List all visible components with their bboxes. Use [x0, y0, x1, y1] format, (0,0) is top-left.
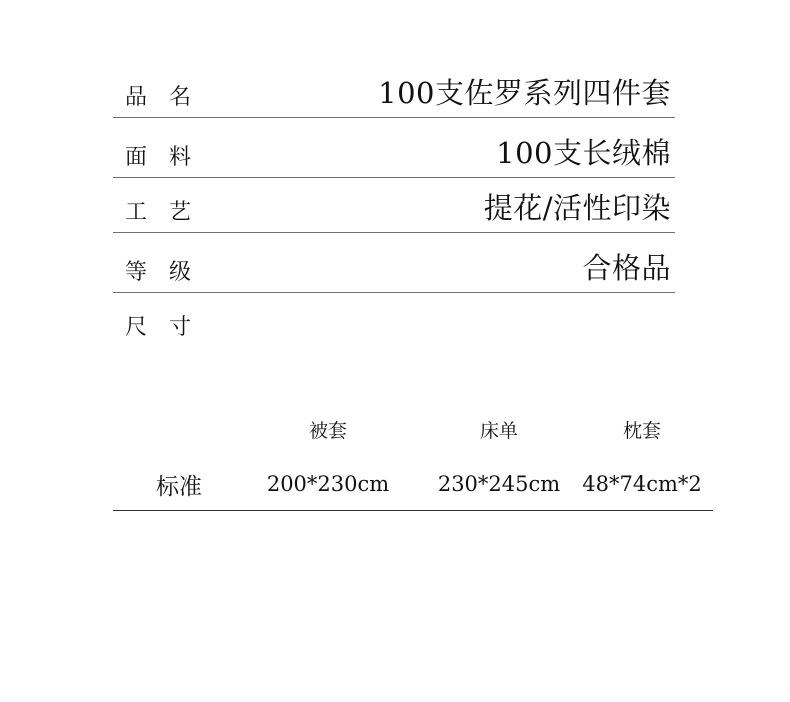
size-table — [113, 400, 713, 511]
spec-value-grade: 合格品 — [582, 251, 671, 285]
spec-row-craft — [113, 176, 675, 233]
row-header-standard: 标准 — [156, 474, 202, 500]
spec-label-name: 品名 — [125, 85, 214, 110]
spec-label-size: 尺寸 — [125, 315, 214, 340]
spec-value-craft: 提花/活性印染 — [483, 191, 671, 225]
spec-value-fabric: 100支长绒棉 — [496, 136, 671, 170]
column-header-pillowcase: 枕套 — [622, 420, 662, 442]
spec-value-name: 100支佐罗系列四件套 — [378, 76, 671, 110]
spec-label-fabric: 面料 — [125, 145, 214, 170]
spec-row-grade — [113, 236, 675, 293]
size-bed-sheet: 230*245cm — [437, 472, 561, 496]
column-header-bed-sheet: 床单 — [479, 420, 519, 442]
spec-row-name — [113, 61, 675, 118]
size-pillowcase: 48*74cm*2 — [582, 472, 702, 496]
column-header-duvet-cover: 被套 — [308, 420, 348, 442]
size-duvet-cover: 200*230cm — [266, 472, 390, 496]
spec-label-craft: 工艺 — [125, 200, 214, 225]
spec-row-fabric — [113, 121, 675, 178]
spec-label-grade: 等级 — [125, 260, 214, 285]
spec-row-size — [113, 291, 675, 347]
